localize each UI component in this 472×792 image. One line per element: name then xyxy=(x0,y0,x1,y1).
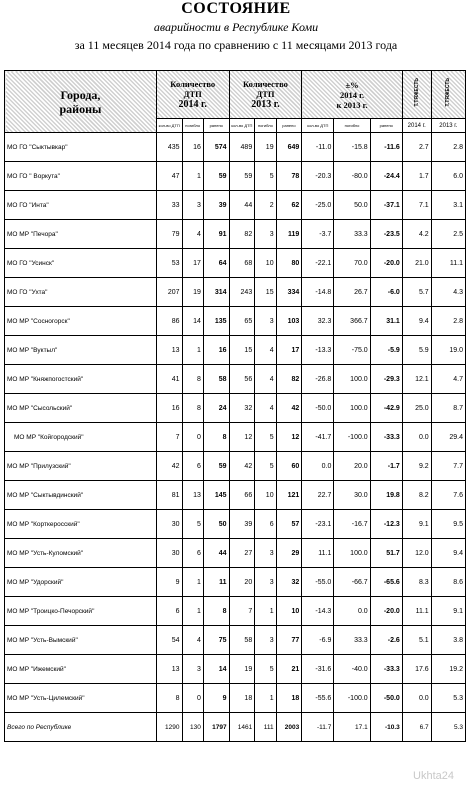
table-cell: 100.0 xyxy=(334,365,370,394)
table-cell: -33.3 xyxy=(370,423,402,452)
table-cell: -75.0 xyxy=(334,336,370,365)
table-cell: 70.0 xyxy=(334,249,370,278)
table-cell: 44 xyxy=(229,191,255,220)
table-cell: 4 xyxy=(255,394,276,423)
table-cell: -3.7 xyxy=(302,220,334,249)
period-caption: за 11 месяцев 2014 года по сравнению с 11 месяцами 2013 года xyxy=(74,38,398,52)
table-cell: -23.1 xyxy=(302,510,334,539)
page-title: СОСТОЯНИЕ xyxy=(181,0,291,17)
table-cell: 7.7 xyxy=(431,452,465,481)
header-change-group: ±% 2014 г. к 2013 г. xyxy=(302,71,403,119)
table-cell: 5 xyxy=(255,452,276,481)
table-cell: 10 xyxy=(255,249,276,278)
table-cell: 4.3 xyxy=(431,278,465,307)
district-name: МО МР "Корткеросский" xyxy=(5,510,157,539)
table-row xyxy=(5,452,466,481)
table-cell: 5.3 xyxy=(431,713,465,742)
table-cell: 19.0 xyxy=(431,336,465,365)
table-cell: -12.3 xyxy=(370,510,402,539)
table-cell: 9.4 xyxy=(402,307,431,336)
table-cell: -6.9 xyxy=(302,626,334,655)
table-cell: 41 xyxy=(156,365,182,394)
table-cell: 6.7 xyxy=(402,713,431,742)
table-cell: 3 xyxy=(182,191,203,220)
accident-stats-table xyxy=(4,70,466,742)
district-name: МО МР "Троицко-Печорский" xyxy=(5,597,157,626)
table-cell: 17.1 xyxy=(334,713,370,742)
district-name: МО МР "Сысольский" xyxy=(5,394,157,423)
table-cell: 8 xyxy=(203,597,229,626)
table-cell: -20.3 xyxy=(302,162,334,191)
table-cell: 1 xyxy=(182,597,203,626)
table-cell: 9.1 xyxy=(402,510,431,539)
table-cell: 13 xyxy=(182,481,203,510)
table-cell: 1 xyxy=(255,684,276,713)
table-cell: 58 xyxy=(203,365,229,394)
table-cell: 4 xyxy=(255,365,276,394)
table-cell: 59 xyxy=(203,452,229,481)
table-cell: 103 xyxy=(276,307,302,336)
table-row xyxy=(5,307,466,336)
table-cell: 0.0 xyxy=(302,452,334,481)
table-cell: 42 xyxy=(156,452,182,481)
table-cell: 32 xyxy=(229,394,255,423)
header-2014-group: Количество ДТП 2014 г. xyxy=(156,71,229,119)
table-cell: -11.6 xyxy=(370,133,402,162)
table-cell: -26.8 xyxy=(302,365,334,394)
table-cell: 1.7 xyxy=(402,162,431,191)
table-cell: 65 xyxy=(229,307,255,336)
table-cell: 15 xyxy=(255,278,276,307)
table-cell: 42 xyxy=(229,452,255,481)
table-cell: 78 xyxy=(276,162,302,191)
table-cell: -10.3 xyxy=(370,713,402,742)
table-cell: 19 xyxy=(182,278,203,307)
table-cell: 0 xyxy=(182,423,203,452)
table-cell: -20.0 xyxy=(370,597,402,626)
district-name: МО ГО "Инта" xyxy=(5,191,157,220)
table-cell: 8 xyxy=(203,423,229,452)
table-cell: -2.6 xyxy=(370,626,402,655)
table-cell: 9 xyxy=(156,568,182,597)
table-cell: 2.5 xyxy=(431,220,465,249)
table-cell: 17 xyxy=(276,336,302,365)
table-cell: -33.3 xyxy=(370,655,402,684)
table-cell: 54 xyxy=(156,626,182,655)
table-row xyxy=(5,684,466,713)
table-cell: 334 xyxy=(276,278,302,307)
table-cell: 649 xyxy=(276,133,302,162)
table-row xyxy=(5,278,466,307)
table-row xyxy=(5,423,466,452)
table-cell: 1 xyxy=(255,597,276,626)
table-cell: 82 xyxy=(229,220,255,249)
table-cell: 11.1 xyxy=(431,249,465,278)
table-cell: 11 xyxy=(203,568,229,597)
table-cell: 243 xyxy=(229,278,255,307)
table-row xyxy=(5,162,466,191)
table-cell: 3 xyxy=(182,655,203,684)
table-cell: 6 xyxy=(156,597,182,626)
table-cell: 4 xyxy=(182,220,203,249)
table-cell: -100.0 xyxy=(334,423,370,452)
table-cell: 207 xyxy=(156,278,182,307)
table-cell: 39 xyxy=(203,191,229,220)
table-cell: 39 xyxy=(229,510,255,539)
table-cell: 5.1 xyxy=(402,626,431,655)
table-cell: 119 xyxy=(276,220,302,249)
table-cell: 79 xyxy=(156,220,182,249)
table-cell: 6 xyxy=(182,452,203,481)
table-cell: 9.5 xyxy=(431,510,465,539)
sub-col-count-2013: кол-во ДТП xyxy=(229,119,255,133)
table-cell: 62 xyxy=(276,191,302,220)
city-column-header: Города, районы xyxy=(5,71,157,133)
table-cell: -20.0 xyxy=(370,249,402,278)
table-cell: 8 xyxy=(182,365,203,394)
table-cell: 24 xyxy=(203,394,229,423)
table-cell: 4 xyxy=(255,336,276,365)
table-cell: 0.0 xyxy=(334,597,370,626)
header-2013-year: 2013 г. xyxy=(251,99,280,110)
table-cell: 50 xyxy=(203,510,229,539)
table-cell: 47 xyxy=(156,162,182,191)
table-cell: -29.3 xyxy=(370,365,402,394)
table-cell: 53 xyxy=(156,249,182,278)
table-cell: 4.2 xyxy=(402,220,431,249)
table-cell: 2.8 xyxy=(431,307,465,336)
header-severity-2013: Т.ТЯЖЕСТЬ xyxy=(431,71,465,119)
table-cell: 33 xyxy=(156,191,182,220)
table-cell: 8 xyxy=(182,394,203,423)
table-cell: 1797 xyxy=(203,713,229,742)
table-cell: 7 xyxy=(156,423,182,452)
table-cell: 8.3 xyxy=(402,568,431,597)
table-cell: 15 xyxy=(229,336,255,365)
table-cell: -50.0 xyxy=(370,684,402,713)
table-cell: 29 xyxy=(276,539,302,568)
table-cell: 145 xyxy=(203,481,229,510)
district-name: МО МР "Усть-Куломский" xyxy=(5,539,157,568)
district-name: МО МР "Удорский" xyxy=(5,568,157,597)
table-row xyxy=(5,481,466,510)
table-cell: 14 xyxy=(182,307,203,336)
table-row xyxy=(5,539,466,568)
table-row xyxy=(5,510,466,539)
table-cell: -31.6 xyxy=(302,655,334,684)
table-cell: 9.1 xyxy=(431,597,465,626)
table-cell: -16.7 xyxy=(334,510,370,539)
table-cell: 30.0 xyxy=(334,481,370,510)
table-cell: 32 xyxy=(276,568,302,597)
watermark: Ukhta24 xyxy=(413,770,454,782)
table-cell: 121 xyxy=(276,481,302,510)
table-cell: 100.0 xyxy=(334,539,370,568)
table-cell: -55.6 xyxy=(302,684,334,713)
table-cell: 2.7 xyxy=(402,133,431,162)
sub-col-severity-2014: 2014 г. xyxy=(402,119,431,133)
district-name: МО МР "Сыктывдинский" xyxy=(5,481,157,510)
table-cell: 2003 xyxy=(276,713,302,742)
table-cell: 91 xyxy=(203,220,229,249)
table-row xyxy=(5,336,466,365)
table-cell: 21.0 xyxy=(402,249,431,278)
table-cell: -41.7 xyxy=(302,423,334,452)
table-cell: 11.1 xyxy=(402,597,431,626)
header-2013-group: Количество ДТП 2013 г. xyxy=(229,71,302,119)
district-name: МО МР "Усть-Вымский" xyxy=(5,626,157,655)
table-cell: 3 xyxy=(255,307,276,336)
table-cell: 574 xyxy=(203,133,229,162)
header-severity-2014: Т.ТЯЖЕСТЬ xyxy=(402,71,431,119)
sub-col-killed-change: погибло xyxy=(334,119,370,133)
table-row xyxy=(5,655,466,684)
table-cell: 5.7 xyxy=(402,278,431,307)
table-cell: 59 xyxy=(229,162,255,191)
table-cell: 1 xyxy=(182,568,203,597)
table-cell: 3 xyxy=(255,626,276,655)
table-cell: 42 xyxy=(276,394,302,423)
table-cell: 12.0 xyxy=(402,539,431,568)
table-row xyxy=(5,249,466,278)
table-cell: 75 xyxy=(203,626,229,655)
table-cell: -40.0 xyxy=(334,655,370,684)
district-name: МО ГО "Сыктывкар" xyxy=(5,133,157,162)
table-cell: 7.1 xyxy=(402,191,431,220)
table-cell: -24.4 xyxy=(370,162,402,191)
table-cell: 6 xyxy=(255,510,276,539)
table-cell: 12 xyxy=(229,423,255,452)
table-cell: 17.6 xyxy=(402,655,431,684)
table-cell: 489 xyxy=(229,133,255,162)
table-cell: -13.3 xyxy=(302,336,334,365)
table-cell: 16 xyxy=(182,133,203,162)
table-cell: 20 xyxy=(229,568,255,597)
table-cell: 58 xyxy=(229,626,255,655)
table-cell: -65.6 xyxy=(370,568,402,597)
table-cell: 59 xyxy=(203,162,229,191)
district-name: МО МР "Ижемский" xyxy=(5,655,157,684)
table-cell: 17 xyxy=(182,249,203,278)
table-cell: 5 xyxy=(255,655,276,684)
table-cell: 1461 xyxy=(229,713,255,742)
table-cell: 13 xyxy=(156,655,182,684)
table-cell: 9.2 xyxy=(402,452,431,481)
table-cell: -11.7 xyxy=(302,713,334,742)
table-cell: 30 xyxy=(156,539,182,568)
table-cell: 18 xyxy=(229,684,255,713)
table-row xyxy=(5,394,466,423)
page-subtitle: аварийности в Республике Коми xyxy=(153,20,319,34)
table-cell: 4.7 xyxy=(431,365,465,394)
table-cell: 64 xyxy=(203,249,229,278)
table-cell: -37.1 xyxy=(370,191,402,220)
table-row xyxy=(5,568,466,597)
table-cell: 435 xyxy=(156,133,182,162)
table-cell: -11.0 xyxy=(302,133,334,162)
table-cell: 66 xyxy=(229,481,255,510)
table-cell: 50.0 xyxy=(334,191,370,220)
table-cell: 5.9 xyxy=(402,336,431,365)
table-cell: 314 xyxy=(203,278,229,307)
table-cell: 5 xyxy=(255,423,276,452)
table-row xyxy=(5,626,466,655)
table-cell: 19.2 xyxy=(431,655,465,684)
table-cell: 8.2 xyxy=(402,481,431,510)
sub-col-injured-change: ранено xyxy=(370,119,402,133)
table-cell: -22.1 xyxy=(302,249,334,278)
table-row xyxy=(5,133,466,162)
total-label: Всего по Республике xyxy=(5,713,157,742)
table-cell: 16 xyxy=(203,336,229,365)
table-cell: 135 xyxy=(203,307,229,336)
table-cell: -1.7 xyxy=(370,452,402,481)
table-cell: 19 xyxy=(229,655,255,684)
table-cell: 21 xyxy=(276,655,302,684)
district-name: МО МР "Усть-Цилемский" xyxy=(5,684,157,713)
table-cell: 1290 xyxy=(156,713,182,742)
table-cell: 22.7 xyxy=(302,481,334,510)
sub-col-killed-2014: погибло xyxy=(182,119,203,133)
table-cell: -23.5 xyxy=(370,220,402,249)
table-cell: 5 xyxy=(182,510,203,539)
table-cell: 18 xyxy=(276,684,302,713)
table-cell: 16 xyxy=(156,394,182,423)
district-name: МО ГО "Усинск" xyxy=(5,249,157,278)
district-name: МО МР "Койгородский" xyxy=(5,423,157,452)
table-cell: 0.0 xyxy=(402,423,431,452)
table-row xyxy=(5,365,466,394)
district-name: МО МР "Сосногорск" xyxy=(5,307,157,336)
table-cell: 30 xyxy=(156,510,182,539)
table-cell: 77 xyxy=(276,626,302,655)
table-cell: 2.8 xyxy=(431,133,465,162)
table-cell: 19 xyxy=(255,133,276,162)
table-cell: 60 xyxy=(276,452,302,481)
table-cell: 0 xyxy=(182,684,203,713)
table-cell: -15.8 xyxy=(334,133,370,162)
sub-col-injured-2014: ранено xyxy=(203,119,229,133)
table-cell: 7 xyxy=(229,597,255,626)
table-cell: -66.7 xyxy=(334,568,370,597)
table-cell: 8.6 xyxy=(431,568,465,597)
table-cell: 81 xyxy=(156,481,182,510)
district-name: МО ГО "Ухта" xyxy=(5,278,157,307)
table-cell: 44 xyxy=(203,539,229,568)
table-cell: 33.3 xyxy=(334,626,370,655)
table-cell: 4 xyxy=(182,626,203,655)
table-cell: 10 xyxy=(255,481,276,510)
table-row xyxy=(5,191,466,220)
table-cell: 12.1 xyxy=(402,365,431,394)
table-cell: 51.7 xyxy=(370,539,402,568)
table-cell: -25.0 xyxy=(302,191,334,220)
sub-col-severity-2013: 2013 г. xyxy=(431,119,465,133)
table-cell: 12 xyxy=(276,423,302,452)
table-cell: 56 xyxy=(229,365,255,394)
table-cell: 3 xyxy=(255,220,276,249)
table-cell: 130 xyxy=(182,713,203,742)
table-cell: 10 xyxy=(276,597,302,626)
table-cell: 33.3 xyxy=(334,220,370,249)
district-name: МО МР "Вуктыл" xyxy=(5,336,157,365)
total-row xyxy=(5,713,466,742)
table-cell: 111 xyxy=(255,713,276,742)
table-cell: -80.0 xyxy=(334,162,370,191)
table-cell: 31.1 xyxy=(370,307,402,336)
table-cell: -14.3 xyxy=(302,597,334,626)
table-cell: -5.9 xyxy=(370,336,402,365)
table-cell: 80 xyxy=(276,249,302,278)
table-cell: 29.4 xyxy=(431,423,465,452)
table-cell: 27 xyxy=(229,539,255,568)
table-row xyxy=(5,220,466,249)
table-cell: 20.0 xyxy=(334,452,370,481)
table-cell: -100.0 xyxy=(334,684,370,713)
sub-col-injured-2013: ранено xyxy=(276,119,302,133)
table-cell: 366.7 xyxy=(334,307,370,336)
table-cell: 13 xyxy=(156,336,182,365)
district-name: МО МР "Прилузский" xyxy=(5,452,157,481)
table-cell: 100.0 xyxy=(334,394,370,423)
table-cell: 82 xyxy=(276,365,302,394)
table-cell: -55.0 xyxy=(302,568,334,597)
table-cell: 3 xyxy=(255,539,276,568)
table-cell: 3.1 xyxy=(431,191,465,220)
table-cell: 3.8 xyxy=(431,626,465,655)
table-cell: 0.0 xyxy=(402,684,431,713)
sub-col-count-change: кол-во ДТП xyxy=(302,119,334,133)
table-cell: 6.0 xyxy=(431,162,465,191)
table-cell: 25.0 xyxy=(402,394,431,423)
table-cell: 14 xyxy=(203,655,229,684)
sub-col-killed-2013: погибло xyxy=(255,119,276,133)
table-cell: 1 xyxy=(182,336,203,365)
district-name: МО ГО " Воркута" xyxy=(5,162,157,191)
table-row xyxy=(5,597,466,626)
table-cell: -50.0 xyxy=(302,394,334,423)
table-cell: 7.6 xyxy=(431,481,465,510)
table-cell: 5 xyxy=(255,162,276,191)
table-cell: 9 xyxy=(203,684,229,713)
district-name: МО МР "Княжпогостский" xyxy=(5,365,157,394)
table-cell: 8.7 xyxy=(431,394,465,423)
table-cell: 19.8 xyxy=(370,481,402,510)
table-cell: -42.9 xyxy=(370,394,402,423)
table-cell: 9.4 xyxy=(431,539,465,568)
district-name: МО МР "Печора" xyxy=(5,220,157,249)
table-cell: 68 xyxy=(229,249,255,278)
table-cell: 26.7 xyxy=(334,278,370,307)
table-cell: 2 xyxy=(255,191,276,220)
header-2014-year: 2014 г. xyxy=(178,99,207,110)
table-cell: -14.8 xyxy=(302,278,334,307)
table-cell: 6 xyxy=(182,539,203,568)
table-cell: -6.0 xyxy=(370,278,402,307)
table-cell: 3 xyxy=(255,568,276,597)
table-cell: 8 xyxy=(156,684,182,713)
table-cell: 11.1 xyxy=(302,539,334,568)
table-cell: 5.3 xyxy=(431,684,465,713)
sub-col-count-2014: кол-во ДТП xyxy=(156,119,182,133)
table-cell: 86 xyxy=(156,307,182,336)
table-cell: 32.3 xyxy=(302,307,334,336)
table-cell: 57 xyxy=(276,510,302,539)
table-cell: 1 xyxy=(182,162,203,191)
